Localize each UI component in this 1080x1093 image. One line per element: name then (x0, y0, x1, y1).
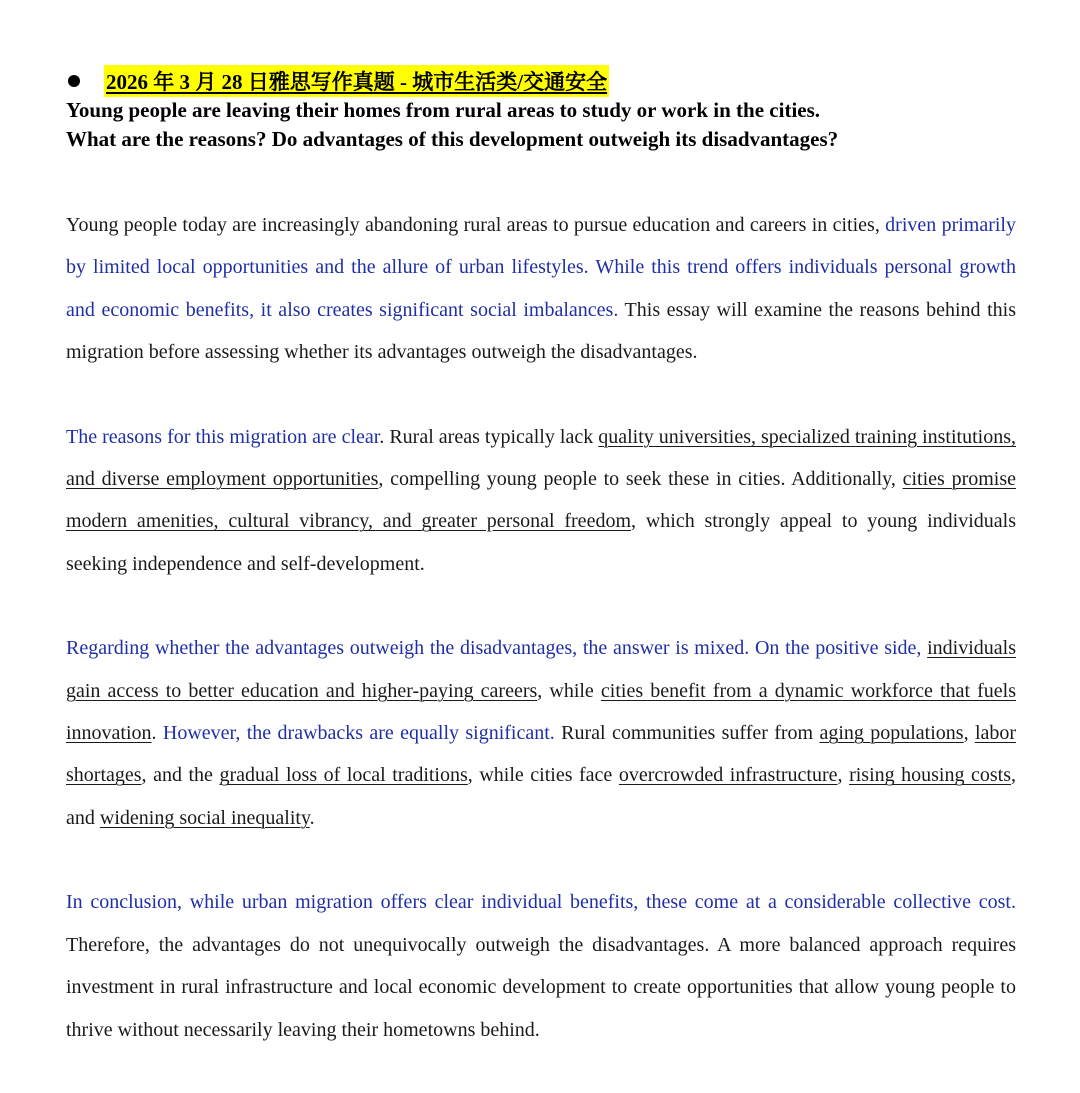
evaluation-drawbacks-blue: However, the drawbacks are equally significant. (162, 722, 555, 745)
evaluation-text-3: Rural communities suffer from (554, 722, 820, 745)
reasons-text-1: . Rural areas typically lack (379, 425, 599, 448)
highlighted-title: 2026 年 3 月 28 日雅思写作真题 - 城市生活类/交通安全 (104, 65, 609, 97)
evaluation-underlined-8: widening social inequality (99, 806, 310, 829)
evaluation-text-7: , (837, 764, 850, 787)
evaluation-text-8: , and (66, 764, 1017, 829)
intro-thesis-blue: driven primarily by limited local opportunities and the allure of urban lifestyles. While this trend offers individuals personal growth and economic benefits, it also creates significant social imbalances. (66, 214, 1016, 321)
essay-body (66, 204, 1016, 1051)
intro-text-1: Young people today are increasingly abandoning rural areas to pursue education and careers in cities, (66, 214, 886, 236)
conclusion-topic-sentence: In conclusion, while urban migration offers clear individual benefits, these come at a considerable collective cost. (66, 891, 1016, 914)
question-prompt-line-2: What are the reasons? Do advantages of this development outweigh its disadvantages? (66, 127, 839, 151)
conclusion-paragraph (66, 881, 1016, 1051)
evaluation-underlined-4: labor shortages (66, 722, 1017, 787)
evaluation-underlined-7: rising housing costs (849, 764, 1012, 787)
reasons-topic-sentence: The reasons for this migration are clear (66, 425, 380, 448)
evaluation-text-5: , and the (141, 764, 220, 787)
evaluation-topic-sentence: Regarding whether the advantages outweigh the disadvantages, the answer is mixed. On the positive side, (66, 637, 922, 660)
evaluation-underlined-6: overcrowded infrastructure (618, 764, 838, 787)
evaluation-paragraph (66, 627, 1016, 839)
intro-text-2: This essay will examine the reasons behind this migration before assessing whether its advantages outweigh the disadvantages. (66, 298, 1016, 364)
question-prompt-line-1: Young people are leaving their homes from rural areas to study or work in the cities. (66, 98, 821, 122)
evaluation-text-6: , while cities face (467, 764, 619, 787)
evaluation-text-4: , (963, 722, 975, 745)
bullet-icon (68, 75, 80, 87)
reasons-paragraph (66, 416, 1016, 586)
introduction-paragraph (66, 204, 1016, 374)
evaluation-underlined-1: individuals gain access to better education and higher-paying careers (66, 637, 1017, 702)
evaluation-underlined-5: gradual loss of local traditions (219, 764, 468, 787)
conclusion-text-1: Therefore, the advantages do not unequivocally outweigh the disadvantages. A more balanced approach requires investment in rural infrastructure and local economic development to create opportunities that allow young people to thrive without necessarily leaving their hometowns behind. (66, 933, 1016, 1041)
evaluation-text-2: . (151, 722, 163, 745)
evaluation-text-9: . (309, 806, 315, 829)
title-line (66, 66, 1016, 96)
reasons-text-3: , which strongly appeal to young individuals seeking independence and self-development. (66, 510, 1016, 575)
document-page (66, 66, 1016, 1093)
reasons-text-2: , compelling young people to seek these in cities. Additionally, (378, 468, 903, 491)
evaluation-underlined-2: cities benefit from a dynamic workforce that fuels innovation (66, 679, 1016, 745)
reasons-underlined-1: quality universities, specialized training institutions, and diverse employment opportunities (66, 425, 1016, 491)
evaluation-text-1: , while (537, 679, 601, 702)
evaluation-underlined-3: aging populations (819, 722, 964, 745)
reasons-underlined-2: cities promise modern amenities, cultural vibrancy, and greater personal freedom (66, 468, 1016, 533)
